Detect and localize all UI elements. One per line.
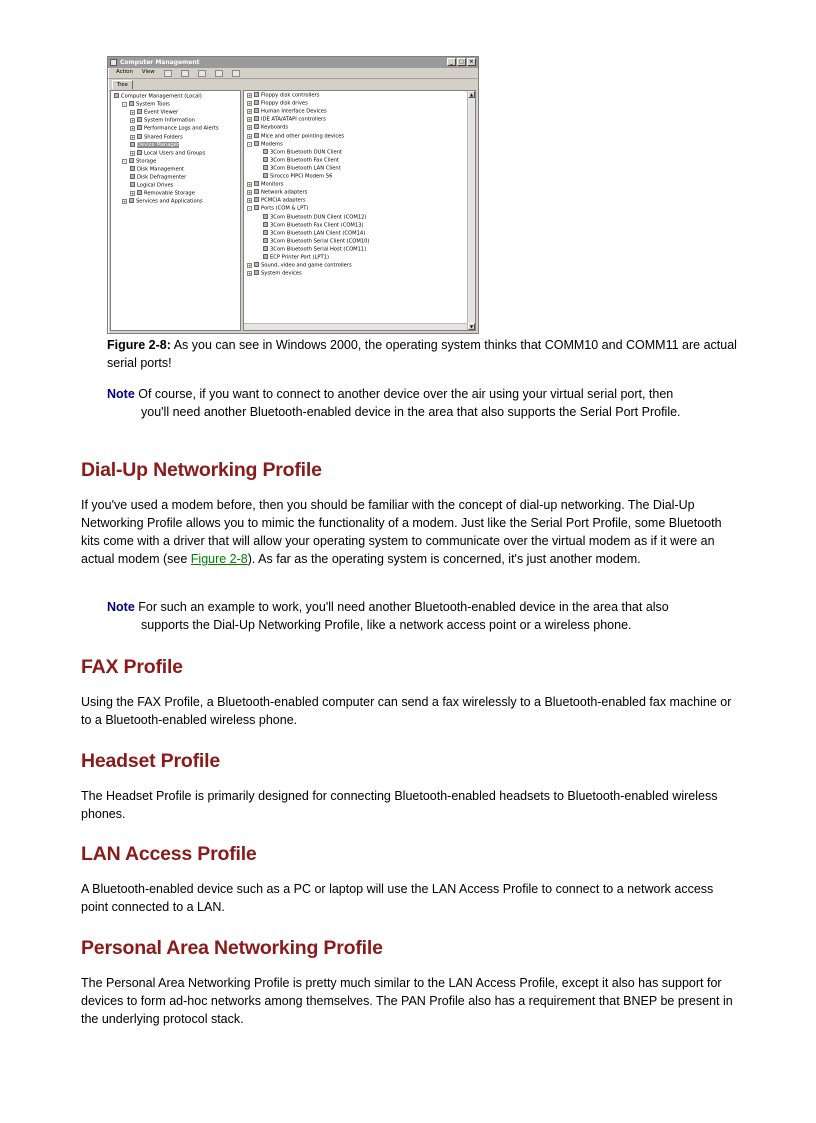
tree-item-row[interactable] (122, 198, 203, 206)
panes (110, 90, 476, 331)
device-icon (129, 158, 134, 163)
device-icon (263, 149, 268, 154)
menu-action[interactable]: Action (116, 69, 133, 76)
device-item-label: IDE ATA/ATAPI controllers (261, 116, 326, 123)
tree-item-label: Storage (136, 158, 157, 165)
paragraph-personal-area-networking: The Personal Area Networking Profile is pretty much similar to the LAN Access Profile, except it also has support for devices to form ad-hoc networks among themselves. The PAN Profile also has a requirement that BNEP be present in the underlying protocol stack. (81, 976, 733, 1026)
help-icon[interactable] (232, 70, 240, 77)
device-item-row[interactable] (263, 165, 341, 173)
device-item-row[interactable] (263, 222, 364, 230)
tree-item-label: System Tools (136, 101, 170, 108)
device-item-label: 3Com Bluetooth Serial Host (COM11) (270, 246, 367, 253)
tree-item-label: Removable Storage (144, 190, 195, 197)
tab-tree[interactable]: Tree (112, 80, 133, 89)
expand-icon[interactable]: + (248, 271, 252, 277)
device-icon (263, 254, 268, 259)
expand-icon[interactable]: + (131, 118, 135, 124)
device-icon (263, 222, 268, 227)
device-item-label: 3Com Bluetooth Fax Client (COM13) (270, 222, 364, 229)
tree-item-label: Disk Defragmenter (137, 174, 187, 181)
device-item-label: 3Com Bluetooth LAN Client (270, 165, 341, 172)
device-icon (254, 141, 259, 146)
device-item-label: 3Com Bluetooth DUN Client (270, 149, 342, 156)
device-item-row[interactable] (247, 205, 308, 213)
vertical-scrollbar[interactable] (467, 91, 475, 330)
collapse-icon[interactable]: - (123, 158, 126, 164)
device-item-label: Monitors (261, 181, 284, 188)
scroll-down-icon[interactable]: ▼ (469, 324, 474, 329)
figure-2-8-link[interactable]: Figure 2-8 (190, 552, 248, 566)
expand-icon[interactable]: + (248, 101, 252, 107)
heading-headset-profile: Headset Profile (81, 750, 220, 772)
expand-icon[interactable]: + (131, 150, 135, 156)
note-label: Note (107, 387, 135, 401)
device-icon (263, 214, 268, 219)
heading-dial-up-networking: Dial-Up Networking Profile (81, 459, 322, 481)
tree-item-row[interactable] (130, 174, 186, 182)
expand-icon[interactable]: + (131, 110, 135, 116)
expand-icon[interactable]: + (248, 125, 252, 131)
tree-item-row[interactable] (130, 150, 205, 158)
expand-icon[interactable]: + (131, 126, 135, 132)
tree-item-label: Device Manager (137, 142, 180, 149)
device-item-label: 3Com Bluetooth Fax Client (270, 157, 340, 164)
note-dial-up (107, 598, 747, 634)
device-icon (114, 93, 119, 98)
device-icon (254, 181, 259, 186)
device-item-label: Modems (261, 141, 283, 148)
device-icon (263, 230, 268, 235)
horizontal-scrollbar[interactable] (244, 323, 467, 330)
note-continuation: supports the Dial-Up Networking Profile, like a network access point or a wireless phone. (141, 618, 632, 632)
tree-item-row[interactable] (130, 109, 178, 117)
note-first-line: For such an example to work, you'll need another Bluetooth-enabled device in the area that also (134, 600, 669, 614)
tree-item-label: Local Users and Groups (144, 150, 206, 157)
device-item-row[interactable] (247, 141, 283, 149)
note-serial-port (107, 385, 747, 421)
collapse-icon[interactable]: - (248, 206, 251, 212)
expand-icon[interactable]: + (131, 134, 135, 140)
tree-item-label: System Information (144, 117, 196, 124)
tree-item-row[interactable] (130, 117, 195, 125)
device-item-label: Ports (COM & LPT) (261, 205, 309, 212)
expand-icon[interactable]: + (248, 133, 252, 139)
heading-fax-profile: FAX Profile (81, 656, 183, 678)
tree-item-label: Services and Applications (136, 198, 203, 205)
expand-icon[interactable]: + (248, 263, 252, 269)
device-item-label: 3Com Bluetooth DUN Client (COM12) (270, 214, 367, 220)
heading-personal-area-networking: Personal Area Networking Profile (81, 937, 383, 959)
device-item-label: Sirocco PIPCI Modem 56 (270, 173, 333, 180)
computer-management-screenshot (107, 56, 479, 334)
paragraph-dial-up-networking (81, 496, 741, 568)
device-icon (263, 165, 268, 170)
device-icon (254, 100, 259, 105)
device-icon (130, 142, 135, 147)
device-item-label: Floppy disk drives (261, 100, 308, 107)
device-item-row[interactable] (247, 262, 352, 270)
left-tree-pane[interactable] (110, 90, 241, 331)
device-item-label: PCMCIA adapters (261, 197, 306, 204)
device-icon (137, 150, 142, 155)
dun-text-before: If you've used a modem before, then you should be familiar with the concept of dial-up networking. The Dial-Up Networking Profile allows you to mimic the functionality of a modem. Just like the Serial Port Profile, some Bluetooth kits come with a driver that will allow your operating system to communicate over the virtual modem as if it were an actual modem (see (81, 498, 722, 566)
device-list-pane[interactable] (243, 90, 476, 331)
tree-item-label: Event Viewer (144, 109, 179, 116)
device-icon (130, 166, 135, 171)
tree-item-row[interactable] (122, 101, 170, 109)
device-icon (263, 157, 268, 162)
device-icon (137, 109, 142, 114)
properties-icon[interactable] (198, 70, 206, 77)
device-icon (254, 108, 259, 113)
device-item-row[interactable] (247, 92, 319, 100)
device-icon (263, 246, 268, 251)
device-item-label: Sound, video and game controllers (261, 262, 352, 269)
device-item-row[interactable] (263, 230, 365, 238)
computer-management-icon (110, 59, 117, 66)
device-icon (254, 270, 259, 275)
note-label: Note (107, 600, 135, 614)
device-item-row[interactable] (247, 197, 306, 205)
tree-item-row[interactable] (130, 166, 184, 174)
device-item-row[interactable] (247, 100, 308, 108)
device-item-row[interactable] (263, 157, 339, 165)
scroll-up-icon[interactable]: ▲ (469, 92, 474, 97)
window-titlebar (108, 57, 478, 68)
collapse-icon[interactable]: - (123, 102, 126, 108)
tree-item-row[interactable] (114, 93, 202, 101)
device-item-row[interactable] (263, 149, 342, 157)
tree-item-label: Logical Drives (137, 182, 174, 189)
device-icon (130, 182, 135, 187)
device-icon (137, 134, 142, 139)
device-icon (137, 125, 142, 130)
figure-caption (107, 336, 747, 372)
device-item-row[interactable] (247, 270, 302, 278)
tree-item-row[interactable] (122, 158, 156, 166)
device-item-row[interactable] (263, 238, 369, 246)
expand-icon[interactable]: + (248, 182, 252, 188)
tree-item-row[interactable] (130, 182, 173, 190)
paragraph-lan-access-profile: A Bluetooth-enabled device such as a PC or laptop will use the LAN Access Profile to connect to a network access point connected to a LAN. (81, 882, 714, 914)
device-icon (263, 173, 268, 178)
device-item-row[interactable] (247, 133, 344, 141)
dun-text-after: ). As far as the operating system is concerned, it's just another modem. (247, 552, 641, 566)
tree-item-label: Performance Logs and Alerts (144, 125, 219, 132)
expand-icon[interactable]: + (248, 117, 252, 123)
device-item-row[interactable] (263, 214, 366, 222)
forward-icon[interactable] (181, 70, 189, 77)
device-icon (254, 92, 259, 97)
device-item-label: System devices (261, 270, 302, 277)
device-icon (254, 116, 259, 121)
tree-item-row[interactable] (130, 142, 179, 150)
device-item-label: Floppy disk controllers (261, 92, 320, 99)
tree-item-label: Shared Folders (144, 134, 183, 140)
device-icon (254, 124, 259, 129)
tree-item-label: Computer Management (Local) (121, 93, 202, 100)
close-icon[interactable]: × (467, 58, 476, 66)
tree-item-row[interactable] (130, 125, 219, 133)
device-icon (254, 262, 259, 267)
device-icon (254, 197, 259, 202)
device-item-row[interactable] (263, 173, 332, 181)
device-item-label: Mice and other pointing devices (261, 133, 345, 139)
expand-icon[interactable]: + (131, 191, 135, 197)
device-icon (129, 198, 134, 203)
device-item-row[interactable] (247, 116, 326, 124)
maximize-icon[interactable]: □ (457, 58, 466, 66)
caption-label: Figure 2-8: (107, 338, 171, 352)
device-icon (129, 101, 134, 106)
paragraph-headset-profile: The Headset Profile is primarily designed for connecting Bluetooth-enabled headsets to Bluetooth-enabled wireless phones. (81, 789, 718, 821)
device-icon (137, 190, 142, 195)
device-item-label: Network adapters (261, 189, 308, 196)
device-item-label: Keyboards (261, 124, 289, 131)
menu-bar (108, 68, 478, 79)
device-icon (254, 205, 259, 210)
expand-icon[interactable]: + (248, 190, 252, 196)
refresh-icon[interactable] (215, 70, 223, 77)
note-continuation: you'll need another Bluetooth-enabled device in the area that also supports the Serial Port Profile. (141, 405, 681, 419)
expand-icon[interactable]: + (248, 198, 252, 204)
device-item-label: Human Interface Devices (261, 108, 327, 115)
device-item-row[interactable] (263, 246, 366, 254)
paragraph-fax-profile: Using the FAX Profile, a Bluetooth-enabled computer can send a fax wirelessly to a Bluetooth-enabled fax machine or to a Bluetooth-enabled wireless phone. (81, 695, 732, 727)
device-item-row[interactable] (247, 108, 327, 116)
tree-item-label: Disk Management (137, 166, 184, 173)
device-item-label: 3Com Bluetooth Serial Client (COM10) (270, 238, 370, 245)
device-icon (263, 238, 268, 243)
device-icon (130, 174, 135, 179)
device-item-row[interactable] (247, 124, 288, 132)
menu-view[interactable]: View (141, 69, 155, 76)
collapse-icon[interactable]: - (248, 141, 251, 147)
device-icon (137, 117, 142, 122)
device-item-row[interactable] (247, 181, 283, 189)
heading-lan-access-profile: LAN Access Profile (81, 843, 257, 865)
expand-icon[interactable]: + (248, 93, 252, 98)
window-title: Computer Management (120, 59, 200, 66)
tree-item-row[interactable] (130, 190, 195, 198)
device-item-label: 3Com Bluetooth LAN Client (COM14) (270, 230, 366, 237)
tab-row (108, 79, 478, 89)
device-icon (254, 189, 259, 194)
back-icon[interactable] (164, 70, 172, 77)
minimize-icon[interactable]: _ (447, 58, 456, 66)
note-first-line: Of course, if you want to connect to another device over the air using your virtual serial port, then (134, 387, 674, 401)
device-item-row[interactable] (247, 189, 307, 197)
expand-icon[interactable]: + (123, 199, 127, 205)
caption-text: As you can see in Windows 2000, the operating system thinks that COMM10 and COMM11 are actual serial ports! (107, 338, 737, 370)
window-controls (447, 58, 476, 66)
device-icon (254, 133, 259, 138)
tree-item-row[interactable] (130, 134, 183, 142)
expand-icon[interactable]: + (248, 109, 252, 115)
device-item-label: ECP Printer Port (LPT1) (270, 254, 330, 261)
device-item-row[interactable] (263, 254, 329, 262)
